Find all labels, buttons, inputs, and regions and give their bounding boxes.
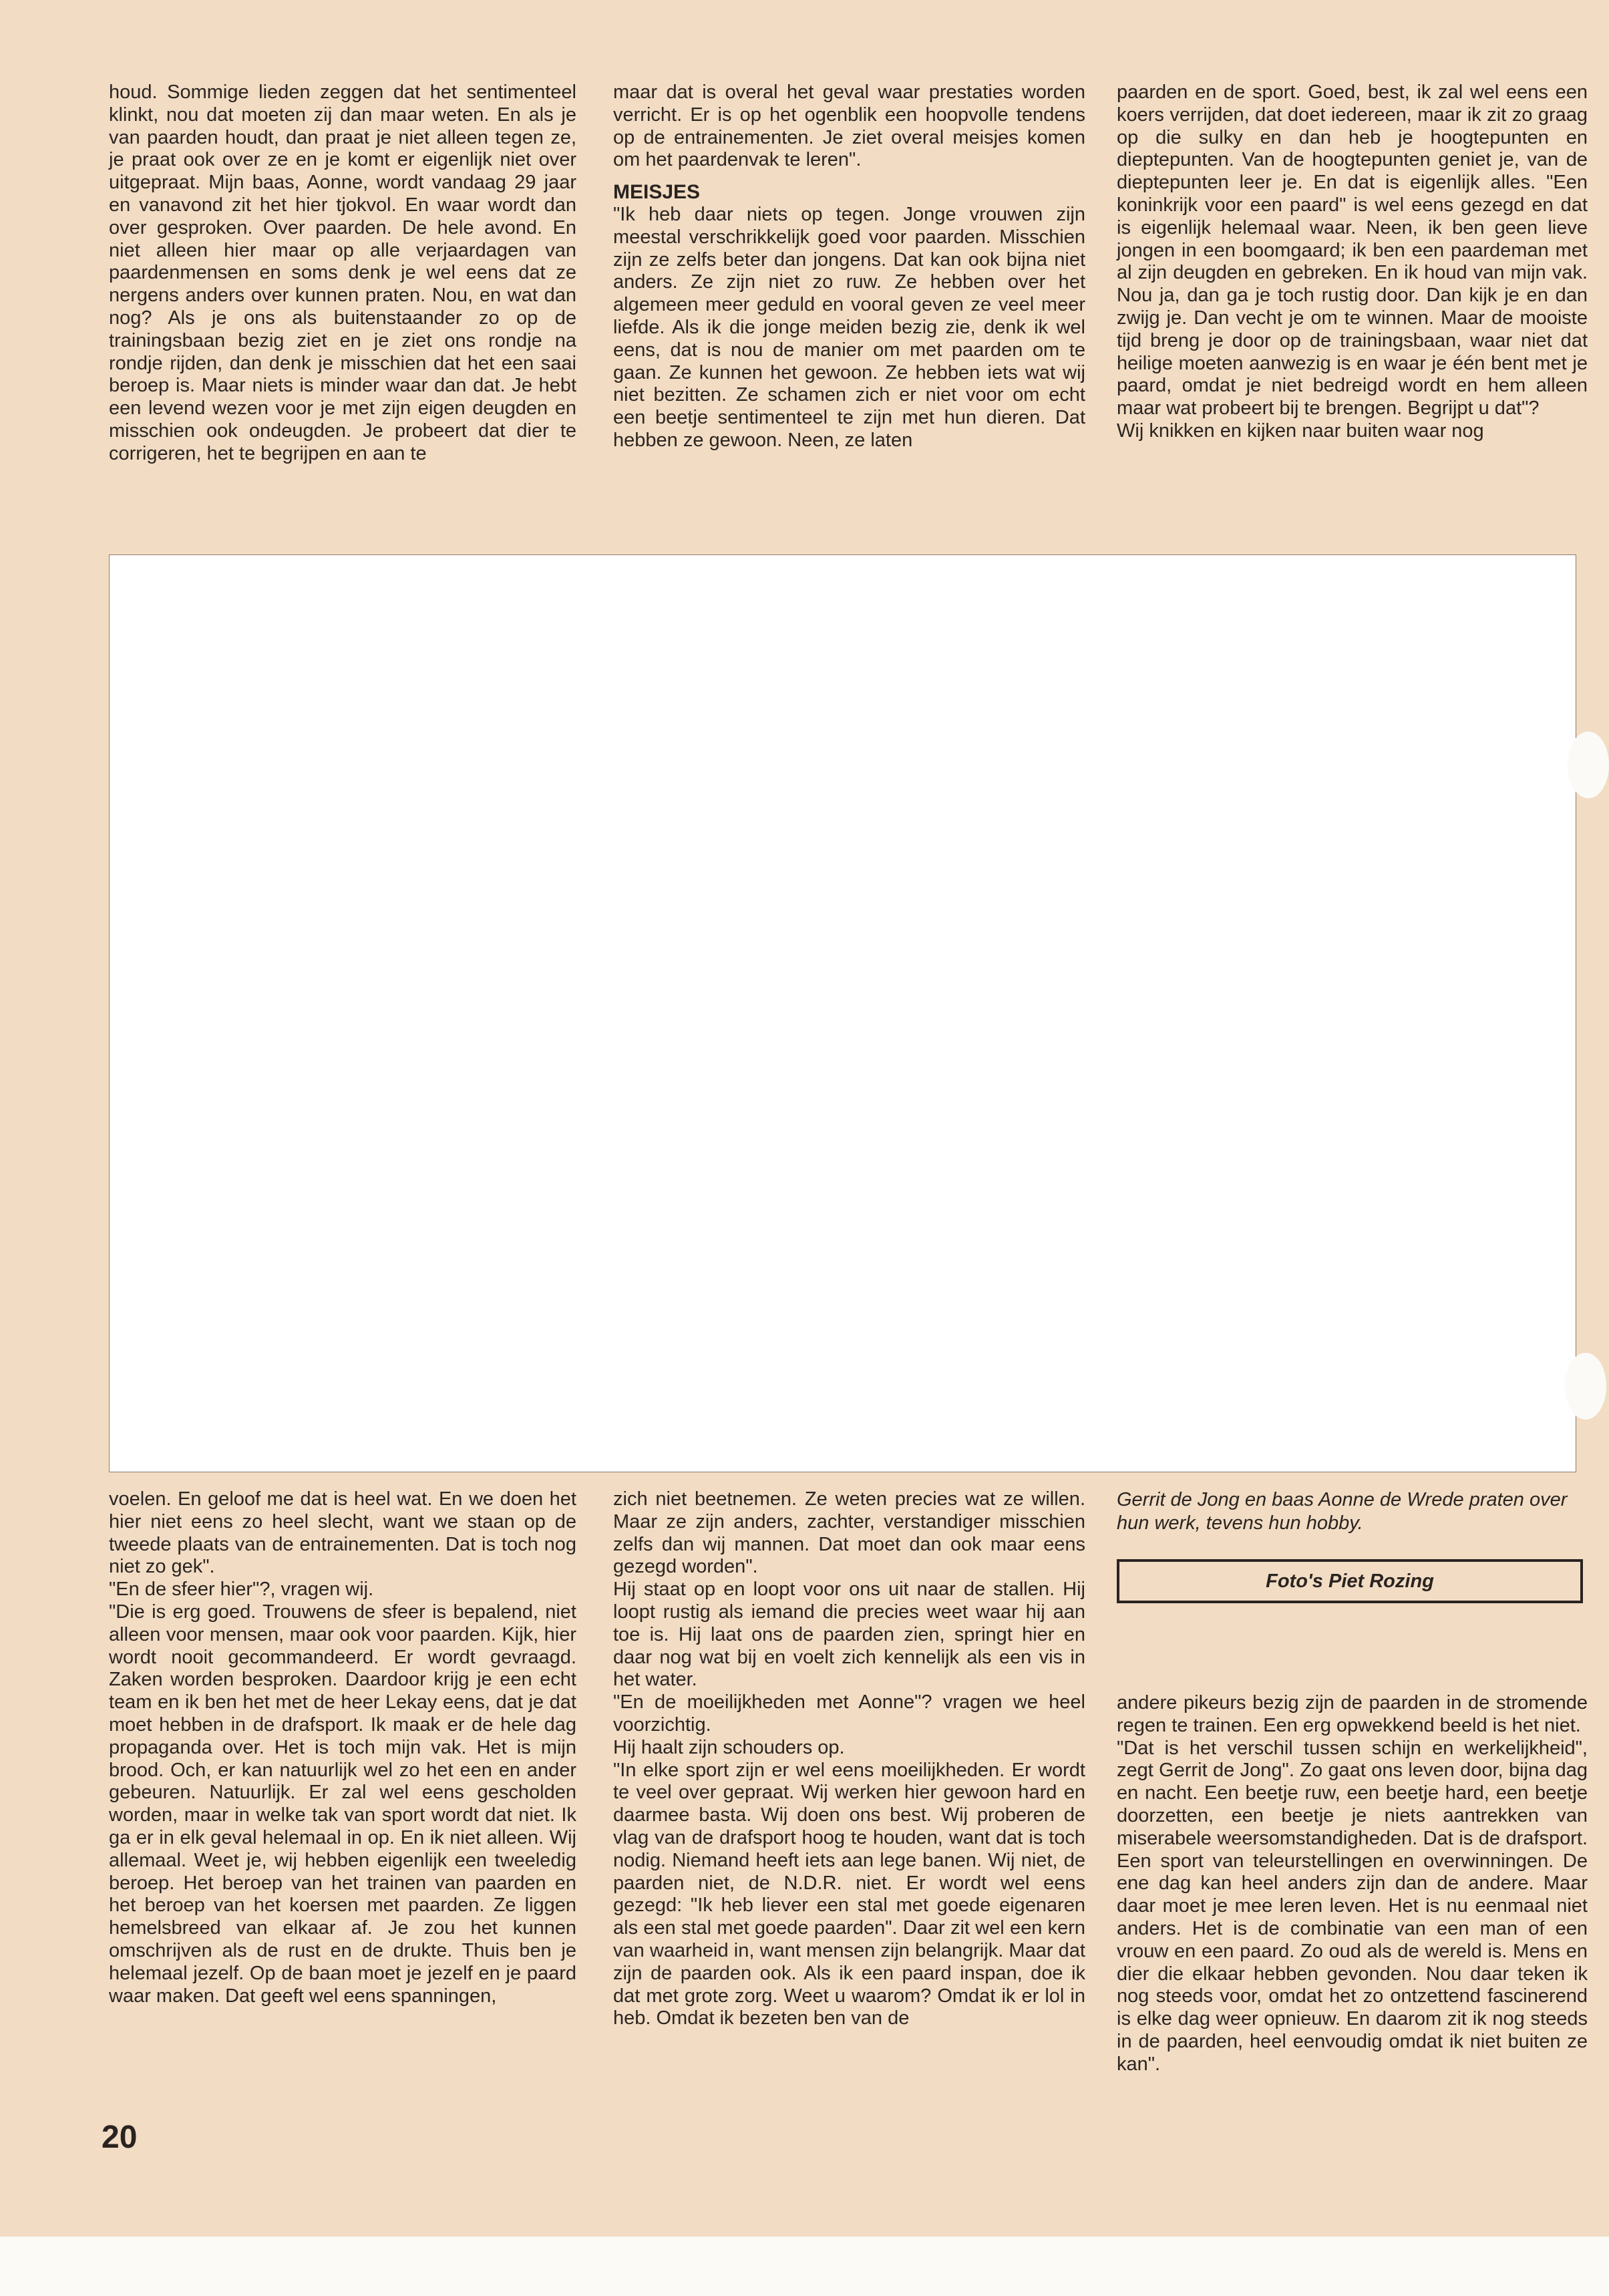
paragraph: "En de sfeer hier"?, vragen wij.	[109, 1579, 374, 1601]
article-column-6	[1117, 1692, 1588, 2076]
paragraph: Hij staat op en loopt voor ons uit naar de stallen. Hij loopt rustig als iemand die precies weet waar hij aan toe is. Hij laat ons de paarden zien, springt hier en daar nog wat bij en voelt zich kennelijk als een vis in het water.	[613, 1579, 1085, 1691]
paragraph: andere pikeurs bezig zijn de paarden in de stromende regen te trainen. Een erg opwekkend beeld is het niet.	[1117, 1692, 1588, 1736]
paragraph: voelen. En geloof me dat is heel wat. En we doen het hier niet eens zo heel slecht, want we staan op de tweede plaats van de entrainementen. Dat is toch nog niet zo gek".	[109, 1488, 576, 1578]
paragraph: "Dat is het verschil tussen schijn en werkelijkheid", zegt Gerrit de Jong". Zo gaat ons leven door, bijna dag en nacht. Een beetje ruw, een beetje hard, een beetje doorzetten, een beetje je niets aantrekken van miserabele weersomstandigheden. Dat is de drafsport. Een sport van teleurstellingen en overwinningen. De ene dag kan heel anders zijn dan de andere. Maar daar moet je mee leren leven. Het is nu eenmaal niet anders. Het is de combinatie van een man of een vrouw en een paard. Zo oud als de wereld is. Mens en dier die elkaar hebben gevonden. Nou daar teken ik nog steeds voor, omdat het zo ontzettend fascinerend is elke dag weer opnieuw. En daarom zit ik nog steeds in de paarden, heel eenvoudig omdat ik niet buiten ze kan".	[1117, 1737, 1588, 2075]
paragraph: "Ik heb daar niets op tegen. Jonge vrouwen zijn meestal verschrikkelijk goed voor paarden. Misschien zijn ze zelfs beter dan jongens. Dat kan ook bijna niet anders. Ze zijn niet zo ruw. Ze hebben over het algemeen meer geduld en vooral geven ze veel meer liefde. Als ik die jonge meiden bezig zie, denk ik wel eens, dat is nou de manier om met paarden om te gaan. Ze kunnen het gewoon. Ze hebben iets wat wij niet bezitten. Ze schamen zich er niet voor om echt een beetje sentimenteel te zijn met hun dieren. Dat hebben ze gewoon. Neen, ze laten	[613, 203, 1085, 451]
punch-hole	[1565, 1353, 1606, 1420]
paragraph: Hij haalt zijn schouders op.	[613, 1736, 845, 1758]
paragraph: zich niet beetnemen. Ze weten precies wat ze willen. Maar ze zijn anders, zachter, verstandiger misschien zelfs dan wij mannen. Dat moet dan ook maar eens gezegd worden".	[613, 1488, 1085, 1578]
paragraph: "En de moeilijkheden met Aonne"? vragen we heel voorzichtig.	[613, 1691, 1085, 1736]
article-column-1	[109, 81, 576, 466]
scan-background	[0, 2237, 1609, 2296]
article-column-2	[613, 81, 1085, 452]
paragraph: maar dat is overal het geval waar prestaties worden verricht. Er is op het ogenblik een hoopvolle tendens op de entrainementen. Je ziet overal meisjes komen om het paardenvak te leren".	[613, 81, 1085, 171]
page-number: 20	[102, 2120, 138, 2155]
article-photo	[109, 554, 1576, 1472]
paragraph: "Die is erg goed. Trouwens de sfeer is bepalend, niet alleen voor mensen, maar ook voor paarden. Kijk, hier wordt nooit gecommandeerd. Er wordt gevraagd. Zaken worden besproken. Daardoor krijg je een echt team en ik ben het met de heer Lekay eens, dat je dat moet hebben in de drafsport. Ik maak er de hele dag propaganda over. Het is toch mijn vak. Het is mijn brood. Och, er kan natuurlijk wel zo het een en ander gebeuren. Natuurlijk. Er zal wel eens gescholden worden, maar in welke tak van sport wordt dat niet. Ik ga er in elk geval helemaal in op. En ik niet alleen. Wij allemaal. Weet je, wij hebben eigenlijk een tweeledig beroep. Het beroep van het trainen van paarden en het beroep van het koersen met paarden. Ze liggen hemelsbreed van elkaar af. Je zou het kunnen omschrijven als de rust en de drukte. Thuis ben je helemaal jezelf. Op de baan moet je jezelf en je paard waar maken. Dat geeft wel eens spanningen,	[109, 1601, 576, 2007]
article-column-3	[1117, 81, 1588, 443]
paragraph: houd. Sommige lieden zeggen dat het sentimenteel klinkt, nou dat moeten zij dan maar weten. En als je van paarden houdt, dan praat je niet alleen tegen ze, je praat ook over ze en je komt er eigenlijk niet over uitgepraat. Mijn baas, Aonne, wordt vandaag 29 jaar en vanavond zit het hier tjokvol. En waar wordt dan over gesproken. Over paarden. De hele avond. En niet alleen hier maar op alle verjaardagen van paardenmensen en soms denk je wel eens dat ze nergens anders over kunnen praten. Nou, en wat dan nog? Als je ons als buitenstaander zo op de trainingsbaan bezig ziet en je ziet ons rondje na rondje rijden, dan denk je misschien dat het een saai beroep is. Maar niets is minder waar dan dat. Je hebt een levend wezen voor je met zijn eigen deugden en misschien ook ondeugden. Je probeert dat dier te corrigeren, het te begrijpen en aan te	[109, 81, 576, 464]
section-heading: MEISJES	[613, 181, 701, 204]
photo-credit: Foto's Piet Rozing	[1117, 1559, 1583, 1603]
photo-caption: Gerrit de Jong en baas Aonne de Wrede praten over hun werk, tevens hun hobby.	[1117, 1489, 1568, 1534]
paragraph: "In elke sport zijn er wel eens moeilijkheden. Er wordt te veel over gepraat. Wij werken hier gewoon hard en daarmee basta. Wij doen ons best. Wij proberen de vlag van de drafsport hoog te houden, want dat is toch nodig. Niemand heeft iets aan lege banen. Wij niet, de paarden niet, de N.D.R. niet. Er wordt wel eens gezegd: "Ik heb liever een stal met goede eigenaren als een stal met goede paarden". Daar zit wel een kern van waarheid in, want mensen zijn belangrijk. Maar dat zijn de paarden ook. Als ik een paard inspan, doe ik dat met grote zorg. Weet u waarom? Omdat ik er lol in heb. Omdat ik bezeten ben van de	[613, 1759, 1085, 2029]
article-column-4	[109, 1488, 576, 2007]
paragraph: paarden en de sport. Goed, best, ik zal wel eens een koers verrijden, dat doet iedereen, maar ik zit zo graag op die sulky en dan heb je hoogtepunten en dieptepunten. Van de hoogtepunten geniet je, van de dieptepunten leer je. En dat is eigenlijk alles. "Een koninkrijk voor een paard" is wel eens gezegd en dat is eigenlijk helemaal waar. Neen, ik ben geen lieve jongen in een boomgaard; ik ben een paardeman met al zijn deugden en gebreken. En ik houd van mijn vak. Nou ja, dan ga je toch rustig door. Dan kijk je en dan zwijg je. Dan vecht je om te winnen. Maar de mooiste tijd breng je door op de trainingsbaan, waar niet dat heilige moeten aanwezig is en waar je één bent met je paard, omdat je niet bedreigd wordt en hem alleen maar wat probeert bij te brengen. Begrijpt u dat"?	[1117, 81, 1588, 420]
article-column-5	[613, 1488, 1085, 2030]
paragraph: Wij knikken en kijken naar buiten waar nog	[1117, 420, 1484, 442]
punch-hole	[1568, 731, 1609, 798]
